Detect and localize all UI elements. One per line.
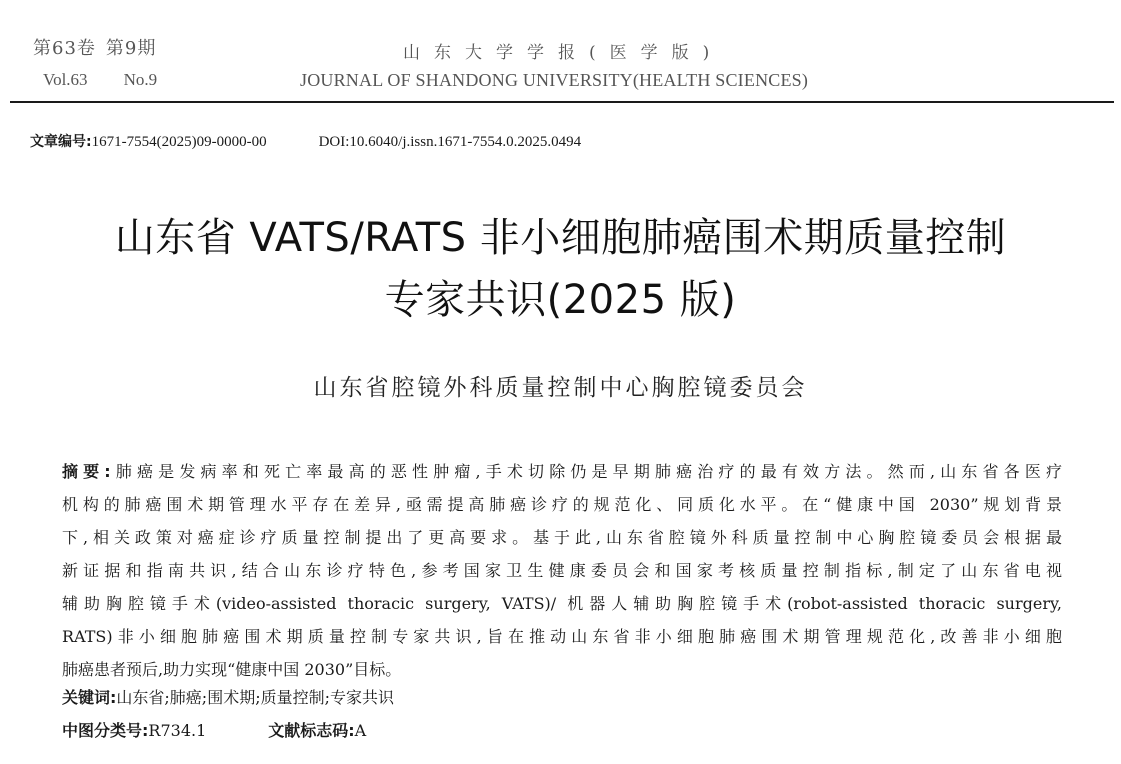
doc-code-value: A (354, 721, 367, 740)
abstract-line-text: 肺癌是发病率和死亡率最高的恶性肿瘤,手术切除仍是早期肺癌治疗的最有效方法。然而,山东省各医疗 (110, 462, 1062, 481)
abstract-line: 新证据和指南共识,结合山东诊疗特色,参考国家卫生健康委员会和国家考核质量控制指标,制定了山东省电视 (62, 561, 1062, 580)
abstract-line (62, 455, 1062, 488)
paper-title-line-1: 山东省 VATS/RATS 非小细胞肺癌围术期质量控制 (114, 215, 1007, 261)
issue-cn: 第9期 (105, 38, 157, 59)
header-divider (10, 101, 1114, 103)
paper-title-line-2: 专家共识(2025 版) (384, 277, 737, 323)
doi-value: 10.6040/j.issn.1671-7554.0.2025.0494 (349, 134, 582, 150)
keywords-text: 山东省;肺癌;围术期;质量控制;专家共识 (116, 688, 394, 707)
doc-code-label: 文献标志码: (268, 721, 355, 740)
article-number-label: 文章编号: (30, 134, 92, 150)
volume-issue-cn (33, 34, 156, 60)
clc-value: R734.1 (148, 721, 207, 740)
abstract-line: 下,相关政策对癌症诊疗质量控制提出了更高要求。基于此,山东省腔镜外科质量控制中心胸腔镜委员会根据最 (62, 528, 1062, 547)
article-meta (30, 131, 581, 151)
classification (62, 718, 366, 741)
keywords-label: 关键词: (62, 688, 117, 707)
journal-name-cn: 山东大学学报(医学版) (403, 43, 724, 63)
abstract-line: 肺癌患者预后,助力实现“健康中国 2030”目标。 (62, 660, 402, 679)
abstract-label: 摘要: (62, 462, 111, 481)
issue-en: No.9 (123, 70, 158, 89)
author-committee: 山东省腔镜外科质量控制中心胸腔镜委员会 (313, 375, 808, 401)
doi-label: DOI: (318, 134, 350, 150)
volume-cn: 第63卷 (33, 38, 96, 59)
abstract-line: 机构的肺癌围术期管理水平存在差异,亟需提高肺癌诊疗的规范化、同质化水平。在“健康中国 2030”规划背景 (62, 495, 1062, 514)
abstract (62, 455, 1062, 686)
abstract-line: 辅助胸腔镜手术(video-assisted thoracic surgery, VATS)/ 机器人辅助胸腔镜手术(robot-assisted thoracic surgery, (62, 594, 1062, 613)
abstract-line: RATS)非小细胞肺癌围术期质量控制专家共识,旨在推动山东省非小细胞肺癌围术期管理规范化,改善非小细胞 (62, 627, 1062, 646)
journal-name-en: JOURNAL OF SHANDONG UNIVERSITY(HEALTH SCIENCES) (300, 70, 809, 90)
keywords (62, 685, 394, 708)
article-number: 1671-7554(2025)09-0000-00 (91, 134, 267, 150)
clc-label: 中图分类号: (62, 721, 149, 740)
volume-issue-en (43, 70, 157, 90)
volume-en: Vol.63 (43, 70, 88, 89)
